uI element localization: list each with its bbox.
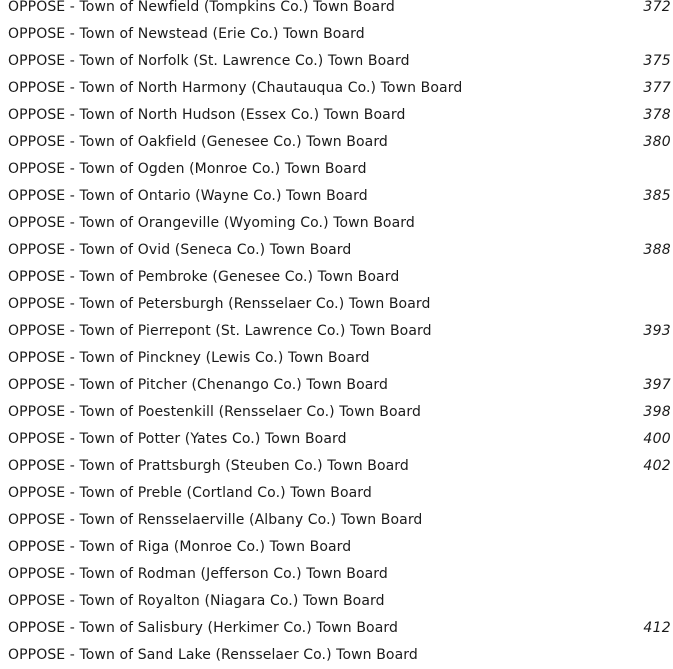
toc-entry[interactable] — [0, 426, 673, 453]
entry-label[interactable]: OPPOSE - Town of Sand Lake (Rensselaer Co.) Town Board — [8, 647, 418, 663]
toc-entry[interactable] — [0, 507, 673, 534]
toc-entry[interactable] — [0, 372, 673, 399]
entry-label[interactable]: OPPOSE - Town of Pitcher (Chenango Co.) Town Board — [8, 377, 389, 393]
entry-label[interactable]: OPPOSE - Town of Pinckney (Lewis Co.) Town Board — [8, 350, 370, 366]
toc-entry[interactable] — [0, 21, 673, 48]
toc-entry[interactable] — [0, 615, 673, 642]
entry-label[interactable]: OPPOSE - Town of Riga (Monroe Co.) Town Board — [8, 539, 352, 555]
entry-page-number: 385 — [643, 188, 671, 204]
entry-label[interactable]: OPPOSE - Town of Newstead (Erie Co.) Town Board — [8, 26, 365, 42]
toc-entry[interactable] — [0, 75, 673, 102]
toc-entry[interactable] — [0, 588, 673, 615]
entry-page-number: 393 — [643, 323, 671, 339]
toc-entry[interactable] — [0, 264, 673, 291]
entry-label[interactable]: OPPOSE - Town of Ogden (Monroe Co.) Town Board — [8, 161, 367, 177]
toc-entry[interactable] — [0, 345, 673, 372]
entry-label[interactable]: OPPOSE - Town of Rensselaerville (Albany Co.) Town Board — [8, 512, 423, 528]
toc-entry[interactable] — [0, 0, 673, 21]
entry-label[interactable]: OPPOSE - Town of Orangeville (Wyoming Co.) Town Board — [8, 215, 415, 231]
toc-entry[interactable] — [0, 48, 673, 75]
entry-page-number: 412 — [643, 620, 671, 636]
toc-entry[interactable] — [0, 102, 673, 129]
entry-label[interactable]: OPPOSE - Town of North Harmony (Chautauqua Co.) Town Board — [8, 80, 463, 96]
entry-page-number: 398 — [643, 404, 671, 420]
toc-entry[interactable] — [0, 642, 673, 669]
entry-page-number: 402 — [643, 458, 671, 474]
toc-entry[interactable] — [0, 561, 673, 588]
entry-label[interactable]: OPPOSE - Town of Rodman (Jefferson Co.) Town Board — [8, 566, 388, 582]
entry-page-number: 400 — [643, 431, 671, 447]
entry-label[interactable]: OPPOSE - Town of Norfolk (St. Lawrence Co.) Town Board — [8, 53, 410, 69]
entry-label[interactable]: OPPOSE - Town of North Hudson (Essex Co.) Town Board — [8, 107, 406, 123]
entry-label[interactable]: OPPOSE - Town of Newfield (Tompkins Co.) Town Board — [8, 0, 395, 15]
entry-label[interactable]: OPPOSE - Town of Ontario (Wayne Co.) Town Board — [8, 188, 368, 204]
entry-page-number: 397 — [643, 377, 671, 393]
toc-entry[interactable] — [0, 318, 673, 345]
entry-label[interactable]: OPPOSE - Town of Pierrepont (St. Lawrence Co.) Town Board — [8, 323, 432, 339]
toc-entry[interactable] — [0, 534, 673, 561]
entry-label[interactable]: OPPOSE - Town of Pembroke (Genesee Co.) Town Board — [8, 269, 400, 285]
entry-label[interactable]: OPPOSE - Town of Potter (Yates Co.) Town Board — [8, 431, 347, 447]
entry-page-number: 380 — [643, 134, 671, 150]
toc-entry[interactable] — [0, 183, 673, 210]
entry-label[interactable]: OPPOSE - Town of Oakfield (Genesee Co.) Town Board — [8, 134, 388, 150]
entry-label[interactable]: OPPOSE - Town of Poestenkill (Rensselaer Co.) Town Board — [8, 404, 421, 420]
entry-label[interactable]: OPPOSE - Town of Preble (Cortland Co.) Town Board — [8, 485, 372, 501]
toc-entry[interactable] — [0, 156, 673, 183]
toc-entry[interactable] — [0, 129, 673, 156]
entry-page-number: 375 — [643, 53, 671, 69]
entry-page-number: 377 — [643, 80, 671, 96]
toc-entry[interactable] — [0, 453, 673, 480]
entry-label[interactable]: OPPOSE - Town of Royalton (Niagara Co.) Town Board — [8, 593, 385, 609]
toc-entry[interactable] — [0, 399, 673, 426]
entry-label[interactable]: OPPOSE - Town of Prattsburgh (Steuben Co.) Town Board — [8, 458, 409, 474]
toc-entry[interactable] — [0, 291, 673, 318]
toc-entry[interactable] — [0, 480, 673, 507]
toc-entry[interactable] — [0, 237, 673, 264]
entry-label[interactable]: OPPOSE - Town of Ovid (Seneca Co.) Town Board — [8, 242, 352, 258]
entry-page-number: 378 — [643, 107, 671, 123]
entry-page-number: 372 — [643, 0, 671, 15]
entry-label[interactable]: OPPOSE - Town of Petersburgh (Rensselaer Co.) Town Board — [8, 296, 431, 312]
toc-entry[interactable] — [0, 210, 673, 237]
entry-page-number: 388 — [643, 242, 671, 258]
entry-label[interactable]: OPPOSE - Town of Salisbury (Herkimer Co.) Town Board — [8, 620, 398, 636]
